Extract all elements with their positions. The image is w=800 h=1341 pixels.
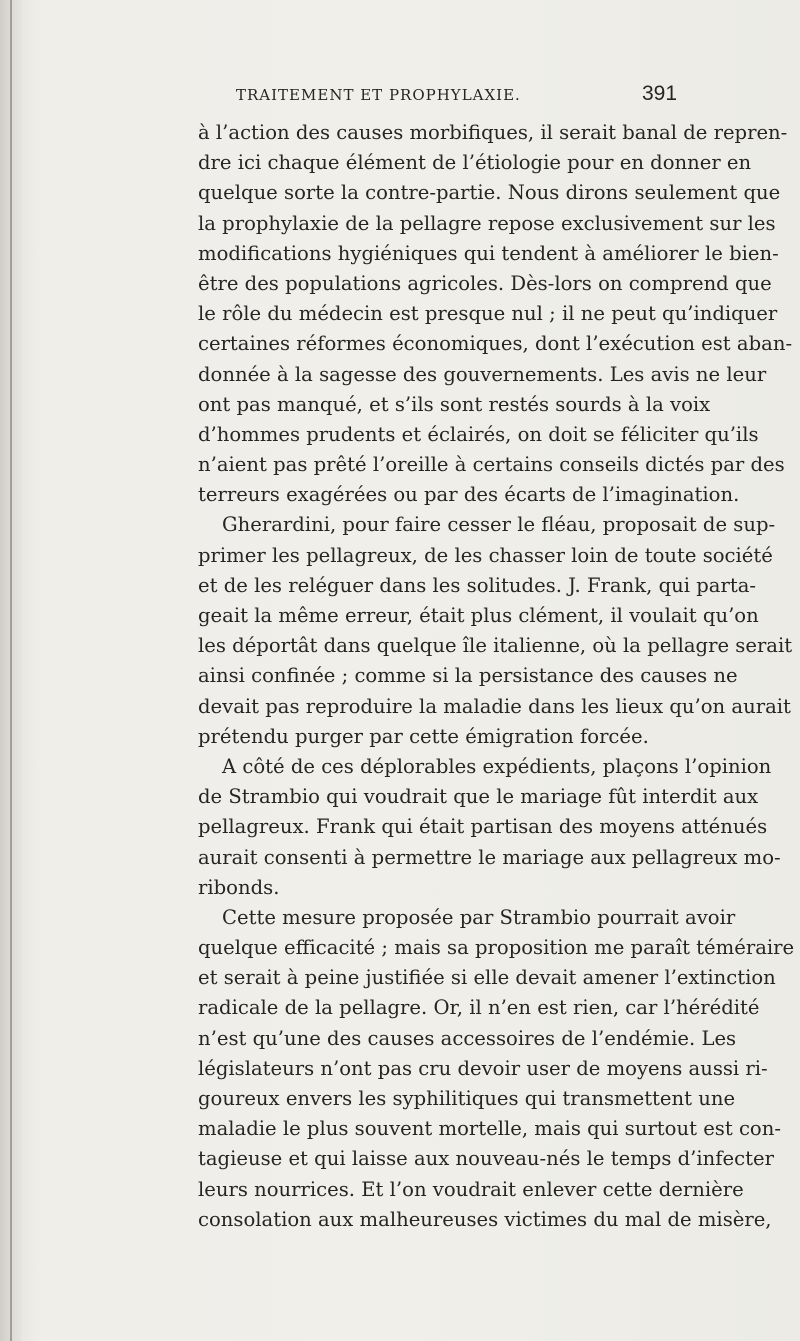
text-line: Gherardini, pour faire cesser le fléau, proposait de sup- <box>222 513 776 537</box>
text-line: la prophylaxie de la pellagre repose exclusivement sur les <box>198 211 776 235</box>
text-line: primer les pellagreux, de les chasser loin de toute société <box>198 543 773 567</box>
text-line: devait pas reproduire la maladie dans les lieux qu’on aurait <box>198 694 791 718</box>
text-line: et serait à peine justifiée si elle devait amener l’extinction <box>198 966 776 990</box>
text-line: n’aient pas prêté l’oreille à certains conseils dictés par des <box>198 453 785 477</box>
text-line: quelque sorte la contre-partie. Nous dirons seulement que <box>198 181 781 205</box>
text-line: ribonds. <box>198 875 280 899</box>
text-line: n’est qu’une des causes accessoires de l’endémie. Les <box>198 1026 737 1050</box>
binding-shadow-line <box>10 0 12 1341</box>
text-line: dre ici chaque élément de l’étiologie pour en donner en <box>198 151 752 175</box>
text-line: certaines réformes économiques, dont l’exécution est aban- <box>198 332 793 356</box>
text-line: leurs nourrices. Et l’on voudrait enlever cette dernière <box>198 1177 744 1201</box>
text-line: Cette mesure proposée par Strambio pourrait avoir <box>222 905 736 929</box>
text-line: tagieuse et qui laisse aux nouveau-nés le temps d’infecter <box>198 1147 774 1171</box>
paragraph <box>198 752 781 903</box>
paragraph <box>198 903 795 1235</box>
page-number: 391 <box>642 82 678 105</box>
page-binding-edge <box>0 0 22 1341</box>
text-line: législateurs n’ont pas cru devoir user de moyens aussi ri- <box>198 1056 768 1080</box>
body-text <box>198 118 795 1235</box>
text-line: quelque efficacité ; mais sa proposition me paraît téméraire <box>198 936 795 960</box>
text-line: geait la même erreur, était plus clément, il voulait qu’on <box>198 604 759 627</box>
text-line: ont pas manqué, et s’ils sont restés sourds à la voix <box>198 392 711 416</box>
text-line: prétendu purger par cette émigration forcée. <box>198 724 649 748</box>
text-line: aurait consenti à permettre le mariage aux pellagreux mo- <box>198 845 781 869</box>
text-line: être des populations agricoles. Dès-lors on comprend que <box>198 271 772 295</box>
text-line: et de les reléguer dans les solitudes. J. Frank, qui parta- <box>198 573 756 597</box>
text-line: donnée à la sagesse des gouvernements. Les avis ne leur <box>198 362 767 386</box>
text-line: goureux envers les syphilitiques qui transmettent une <box>198 1087 736 1110</box>
text-line: pellagreux. Frank qui était partisan des moyens atténués <box>198 815 768 839</box>
text-line: le rôle du médecin est presque nul ; il ne peut qu’indiquer <box>198 302 778 326</box>
text-line: les déportât dans quelque île italienne, où la pellagre serait <box>198 634 793 658</box>
text-line: à l’action des causes morbifiques, il serait banal de repren- <box>198 121 788 144</box>
text-line: ainsi confinée ; comme si la persistance des causes ne <box>198 664 738 688</box>
text-line: maladie le plus souvent mortelle, mais qui surtout est con- <box>198 1117 781 1141</box>
text-line: radicale de la pellagre. Or, il n’en est rien, car l’hérédité <box>198 996 760 1020</box>
running-head: TRAITEMENT ET PROPHYLAXIE. <box>236 86 521 104</box>
text-line: de Strambio qui voudrait que le mariage fût interdit aux <box>198 785 759 809</box>
text-line: A côté de ces déplorables expédients, plaçons l’opinion <box>222 754 772 778</box>
text-line: modifications hygiéniques qui tendent à améliorer le bien- <box>198 241 779 265</box>
page-header <box>0 82 800 110</box>
text-line: consolation aux malheureuses victimes du mal de misère, <box>198 1207 772 1231</box>
text-line: d’hommes prudents et éclairés, on doit se féliciter qu’ils <box>198 422 759 446</box>
paragraph <box>198 118 793 510</box>
paragraph <box>198 510 793 752</box>
text-line: terreurs exagérées ou par des écarts de l’imagination. <box>198 483 740 507</box>
